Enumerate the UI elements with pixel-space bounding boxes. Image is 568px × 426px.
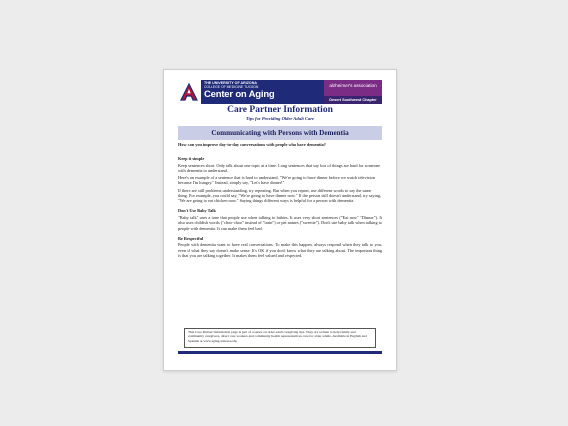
section-heading-keep-simple: Keep it simple	[178, 156, 205, 162]
chapter-name: Desert Southwest Chapter	[324, 96, 382, 104]
university-logo	[178, 80, 201, 104]
arizona-a-icon	[180, 83, 198, 101]
paragraph: Here's an example of a sentence that is hard to understand, "We're going to have dinner before we watch television because I'm hungry." Instead, simply say, "Let's have dinner!"	[178, 175, 375, 186]
document-subtitle: Tips for Providing Older Adult Care	[245, 116, 315, 121]
topic-heading: Communicating with Persons with Dementia	[178, 126, 382, 140]
header-banner	[178, 80, 382, 104]
paragraph: "Baby talk" uses a tone that people use when talking to babies. It uses very short sentences ("Eat now" "Dinner"). It also uses childish words ("choo-choo" instead of "train") or pet names ("sweetie"). Don't use baby talk when talking to people with dementia. It can make them feel bad.	[178, 214, 383, 231]
document-body	[178, 142, 382, 260]
paragraph: People with dementia want to have real conversations. To make this happen, always respond when they talk to you, even if what they say doesn't make sense. It's OK if you don't know what they are talking about. The important thing is that you are talking together. It makes them feel valued and respected.	[178, 242, 382, 258]
series-note: This Care Partner Information page is part of a series on older adult caregiving tips. They are written to help family and community caregivers, direct care workers and community health representatives care for older adults. Available in English and Spanish at www.aging.arizona.edu.	[184, 328, 376, 348]
document-title: Care Partner Information	[227, 105, 333, 115]
paragraph: Keep sentences short. Only talk about one topic at a time. Long sentences that say lots of things are hard for someone with dementia to understand.	[178, 162, 381, 174]
section-heading-respectful: Be Respectful	[178, 235, 204, 241]
alzheimers-association-name: alzheimer's association	[329, 83, 377, 88]
paragraph: If there are still problems understanding, try repeating. But when you repeat, use different words to say the same thing. For example, you could say, "We're going to have dinner now." If the person still doesn't understand, try saying, "We are going to eat chicken now." Saying things different ways is helpful for a person with dementia.	[178, 187, 382, 204]
university-name: THE UNIVERSITY OF ARIZONA	[204, 81, 257, 85]
college-name: COLLEGE OF MEDICINE TUCSON	[204, 85, 259, 89]
lead-question: How can you improve day-to-day conversations with people who have dementia?	[178, 142, 326, 147]
section-heading-baby-talk: Don't Use Baby Talk	[178, 208, 216, 214]
alzheimers-association-block	[324, 80, 382, 104]
center-name: Center on Aging	[204, 89, 275, 100]
center-on-aging-block	[201, 80, 324, 104]
document-page	[163, 69, 397, 371]
footer-rule	[178, 351, 382, 354]
